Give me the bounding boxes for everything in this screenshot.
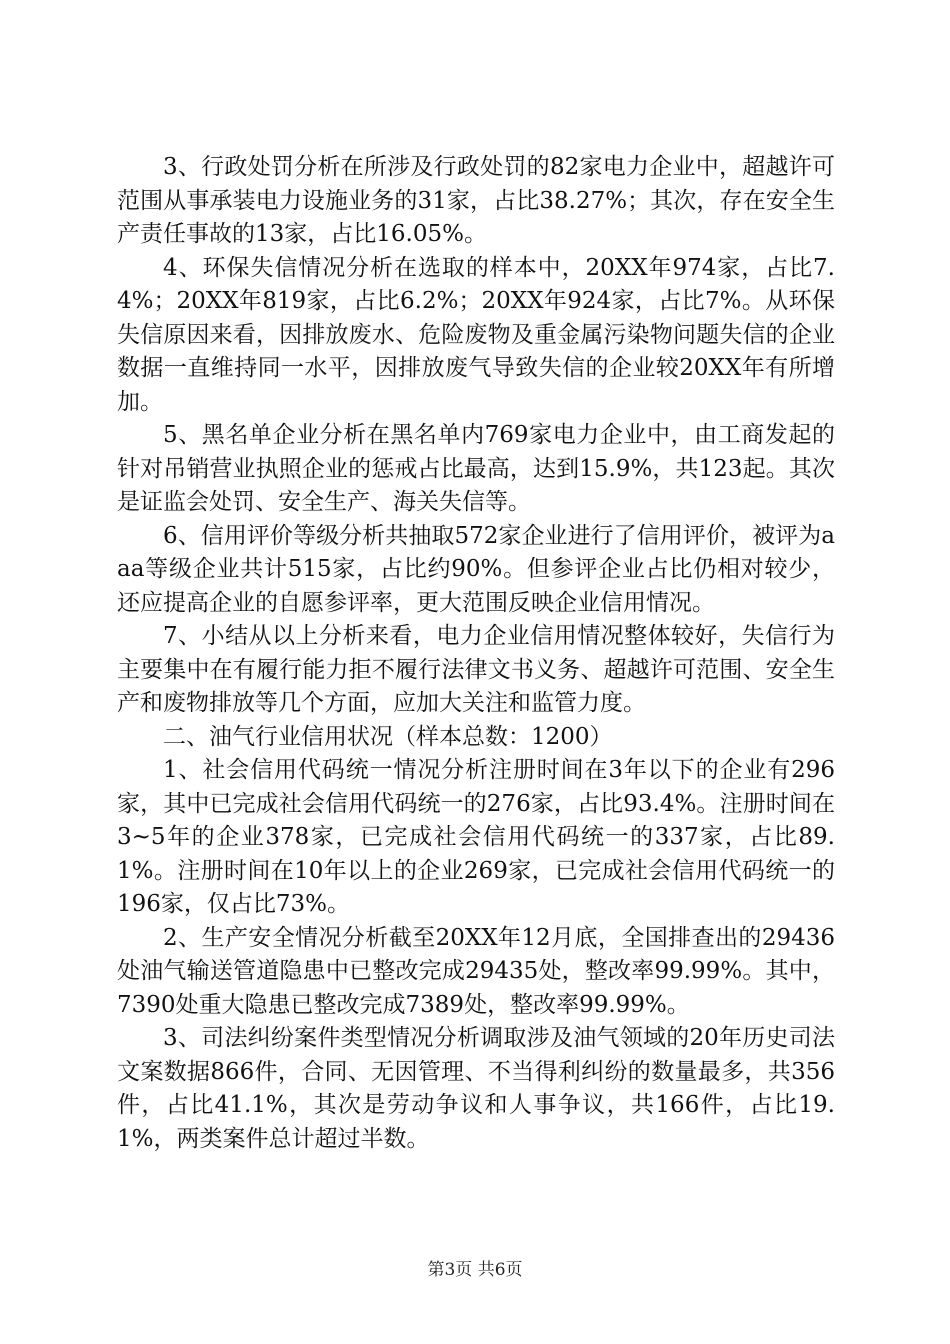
section-heading-oil-gas: 二、油气行业信用状况（样本总数：1200） xyxy=(163,723,613,750)
paragraph-environmental-dishonesty: 4、环保失信情况分析在选取的样本中，20XX年974家，占比7.4%；20XX年819家，占比6.2%；20XX年924家，占比7%。从环保失信原因来看，因排放废水、危险废物及重金属污染物问题失信的企业数据一直维持同一水平，因排放废气导致失信的企业较20XX年有所增加。 xyxy=(117,254,835,415)
paragraph-judicial-disputes: 3、司法纠纷案件类型情况分析调取涉及油气领域的20年历史司法文案数据866件，合同、无因管理、不当得利纠纷的数量最多，共356件，占比41.1%，其次是劳动争议和人事争议，共166件，占比19.1%，两类案件总计超过半数。 xyxy=(117,1025,835,1152)
paragraph-credit-code: 1、社会信用代码统一情况分析注册时间在3年以下的企业有296家，其中已完成社会信用代码统一的276家，占比93.4%。注册时间在3~5年的企业378家，已完成社会信用代码统一的337家，占比89.1%。注册时间在10年以上的企业269家，已完成社会信用代码统一的196家，仅占比73%。 xyxy=(117,757,835,917)
document-body xyxy=(117,151,835,1156)
page-number: 第3页 共6页 xyxy=(427,1260,523,1280)
paragraph-summary: 7、小结从以上分析来看，电力企业信用情况整体较好，失信行为主要集中在有履行能力拒不履行法律文书义务、超越许可范围、安全生产和废物排放等几个方面，应加大关注和监管力度。 xyxy=(117,623,835,716)
paragraph-credit-rating: 6、信用评价等级分析共抽取572家企业进行了信用评价，被评为aaa等级企业共计515家，占比约90%。但参评企业占比仍相对较少，还应提高企业的自愿参评率，更大范围反映企业信用情况。 xyxy=(117,522,835,616)
paragraph-administrative-penalty: 3、行政处罚分析在所涉及行政处罚的82家电力企业中，超越许可范围从事承装电力设施业务的31家，占比38.27%；其次，存在安全生产责任事故的13家，占比16.05%。 xyxy=(117,154,835,247)
page-footer xyxy=(0,1255,950,1280)
paragraph-production-safety: 2、生产安全情况分析截至20XX年12月底，全国排查出的29436处油气输送管道隐患中已整改完成29435处，整改率99.99%。其中，7390处重大隐患已整改完成7389处，整改率99.99%。 xyxy=(117,924,835,1018)
paragraph-blacklist: 5、黑名单企业分析在黑名单内769家电力企业中，由工商发起的针对吊销营业执照企业的惩戒占比最高，达到15.9%，共123起。其次是证监会处罚、安全生产、海关失信等。 xyxy=(117,422,835,515)
